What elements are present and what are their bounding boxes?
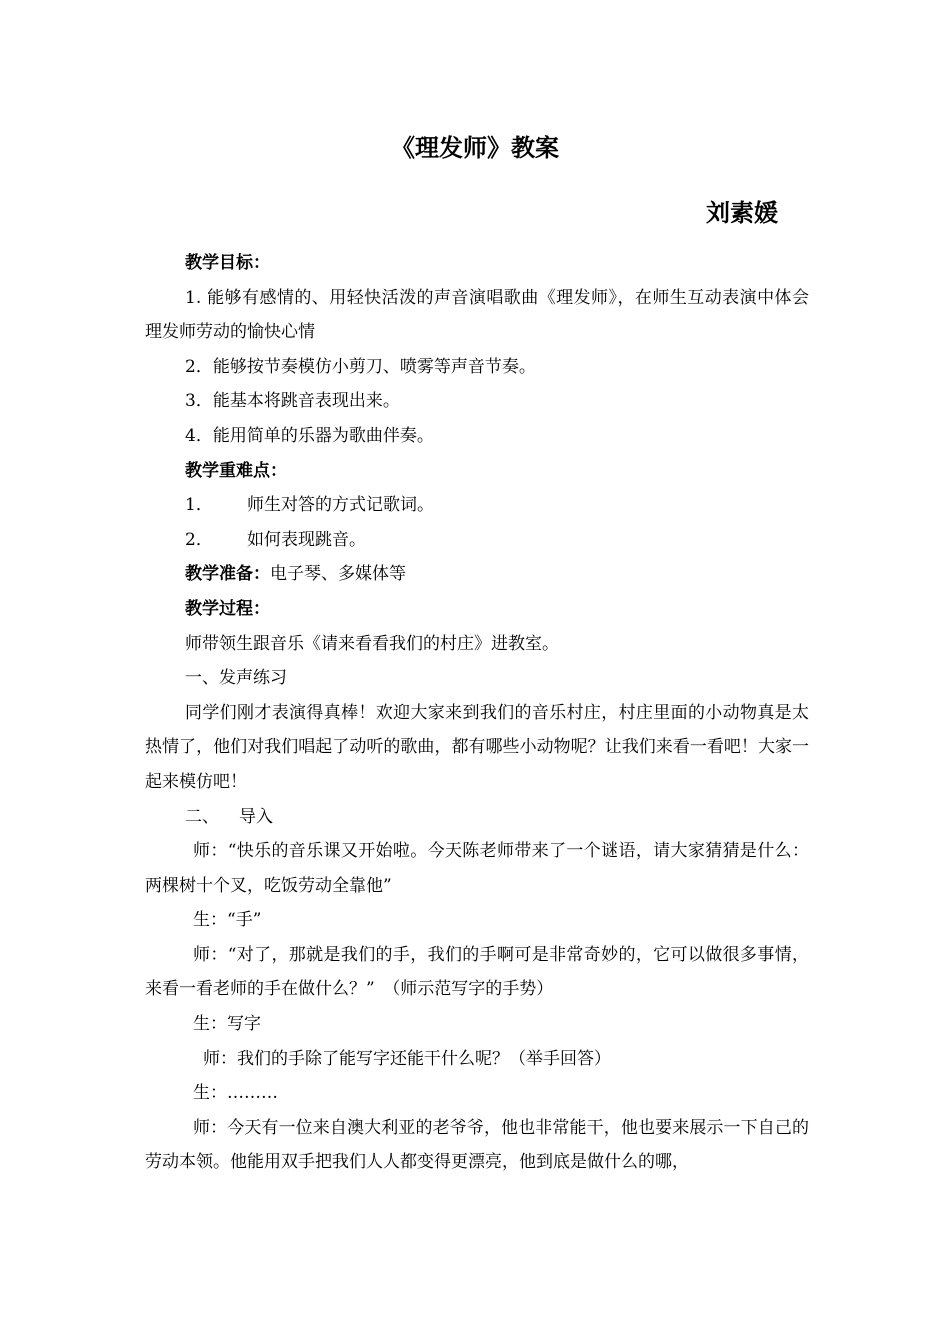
- section-title: 导入: [239, 806, 273, 827]
- process-heading: 教学过程：: [185, 598, 270, 619]
- prep-line: [145, 557, 809, 592]
- dialogue-line: 生：“手”: [193, 910, 262, 931]
- dialogue-line: 生：………: [193, 1083, 278, 1104]
- section-heading: [145, 800, 809, 835]
- document-title: 《理发师》教案: [391, 134, 559, 162]
- prep-heading: 教学准备：: [185, 564, 270, 585]
- dialogue-line: 生：写字: [193, 1014, 261, 1035]
- key-points-heading: 教学重难点：: [185, 460, 287, 481]
- key-point-item: [145, 488, 809, 523]
- section-paragraph: 同学们刚才表演得真棒！欢迎大家来到我们的音乐村庄，村庄里面的小动物真是太热情了，他们对我们唱起了动听的歌曲，都有哪些小动物呢？让我们来看一看吧！大家一起来模仿吧！: [145, 702, 809, 792]
- goals-heading: 教学目标：: [185, 253, 270, 273]
- key-point-number: 1．: [185, 495, 213, 516]
- goal-item: 1. 能够有感情的、用轻快活泼的声音演唱歌曲《理发师》，在师生互动表演中体会理发师劳动的愉快心情: [145, 287, 809, 343]
- section-heading: 一、发声练习: [185, 668, 287, 689]
- document-author: 刘素媛: [706, 199, 778, 227]
- key-point-text: 师生对答的方式记歌词。: [247, 495, 434, 516]
- prep-text: 电子琴、多媒体等: [270, 564, 406, 585]
- dialogue-line: 师：“快乐的音乐课又开始啦。今天陈老师带来了一个谜语，请大家猜猜是什么：两棵树十个叉，吃饭劳动全靠他”: [145, 841, 809, 896]
- dialogue-line: 师：我们的手除了能写字还能干什么呢？（举手回答）: [203, 1048, 611, 1069]
- dialogue-line: 师：“对了，那就是我们的手，我们的手啊可是非常奇妙的，它可以做很多事情，来看一看老师的手在做什么？” （师示范写字的手势）: [145, 944, 809, 1000]
- key-point-item: [145, 523, 809, 558]
- goal-item: 4．能用简单的乐器为歌曲伴奏。: [185, 425, 434, 446]
- section-number: 二、: [185, 806, 219, 827]
- dialogue-line: 师：今天有一位来自澳大利亚的老爷爷，他也非常能干，他也要来展示一下自己的劳动本领。他能用双手把我们人人都变得更漂亮，他到底是做什么的哪，: [145, 1117, 809, 1173]
- document-body: [145, 246, 809, 1180]
- goal-item: 2．能够按节奏模仿小剪刀、喷雾等声音节奏。: [185, 356, 536, 377]
- goal-item: 3．能基本将跳音表现出来。: [185, 391, 400, 412]
- key-point-text: 如何表现跳音。: [247, 529, 366, 550]
- key-point-number: 2．: [185, 529, 213, 550]
- process-intro: 师带领生跟音乐《请来看看我们的村庄》进教室。: [185, 633, 559, 654]
